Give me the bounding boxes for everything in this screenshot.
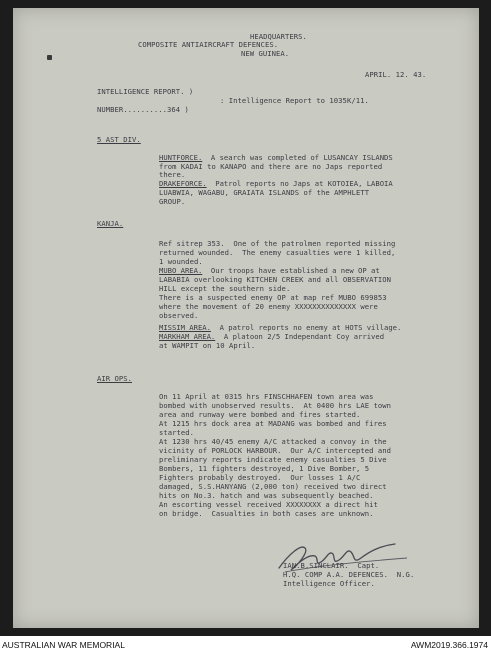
air-ops-line: area and runway were bombed and fires started. [159, 410, 361, 419]
footer-institution: AUSTRALIAN WAR MEMORIAL [2, 640, 125, 650]
huntforce-text-1: A search was completed of LUSANCAY ISLANDS [202, 153, 393, 162]
kanja-heading: KANJA. [97, 219, 124, 228]
drakeforce-line-2: LUABWIA, WAGABU, GRAIATA ISLANDS of the AMPHLETT [159, 188, 370, 197]
report-label: INTELLIGENCE REPORT. ) [97, 87, 194, 96]
air-ops-heading: AIR OPS. [97, 374, 133, 383]
footer-accession-number: AWM2019.366.1974 [410, 640, 488, 650]
mubo-line: HILL except the southern side. [159, 284, 291, 293]
kanja-line: returned wounded. The enemy casualties were 1 killed, [159, 248, 396, 257]
air-ops-line: damaged, S.S.HANYANG (2,000 ton) received two direct [159, 482, 387, 491]
air-ops-line: bombed with unobserved results. At 0400 hrs LAE town [159, 401, 391, 410]
air-ops-line: At 1230 hrs 40/45 enemy A/C attacked a convoy in the [159, 437, 387, 446]
document-page [13, 8, 479, 628]
mubo-line: LABABIA overlooking KITCHEN CREEK and all OBSERVATION [159, 275, 391, 284]
markham-line-2: at WAMPIT on 10 April. [159, 341, 256, 350]
huntforce-line-3: there. [159, 170, 186, 179]
huntforce-label: HUNTFORCE. [159, 153, 203, 162]
air-ops-line: At 1215 hrs dock area at MADANG was bombed and fires [159, 419, 387, 428]
air-ops-line: vicinity of PORLOCK HARBOUR. Our A/C intercepted and [159, 446, 391, 455]
punch-hole [47, 55, 52, 60]
missim-label: MISSIM AREA. [159, 323, 211, 332]
signoff-name: IAN.B.SINCLAIR. Capt. [283, 561, 380, 570]
header-line-2: COMPOSITE ANTIAIRCRAFT DEFENCES. [138, 40, 279, 49]
air-ops-line: Bombers, 11 fighters destroyed, 1 Dive Bomber, 5 [159, 464, 370, 473]
air-ops-line: Fighters probably destroyed. Our losses 1 A/C [159, 473, 361, 482]
air-ops-line: An escorting vessel received XXXXXXXX a direct hit [159, 500, 378, 509]
header-line-1: HEADQUARTERS. [250, 32, 307, 41]
missim-text: A patrol reports no enemy at HOTS village. [210, 323, 402, 332]
air-ops-line: on bridge. Casualties in both cases are unknown. [159, 509, 374, 518]
markham-label: MARKHAM AREA. [159, 332, 216, 341]
signoff-unit: H.Q. COMP A.A. DEFENCES. N.G. [283, 570, 415, 579]
mubo-label: MUBO AREA. [159, 266, 203, 275]
huntforce-line-2: from KADAI to KANAPO and there are no Japs reported [159, 162, 383, 171]
number-label: NUMBER..........364 ) [97, 105, 189, 114]
air-ops-line: hits on No.3. hatch and was subsequently beached. [159, 491, 374, 500]
division-heading: 5 AST DIV. [97, 135, 141, 144]
header-line-3: NEW GUINEA. [241, 49, 290, 58]
report-date: APRIL. 12. 43. [365, 70, 427, 79]
signoff-role: Intelligence Officer. [283, 579, 375, 588]
mubo-line: where the movement of 20 enemy XXXXXXXXXXXXXX were [159, 302, 378, 311]
drakeforce-label: DRAKEFORCE. [159, 179, 207, 188]
mubo-line: observed. [159, 311, 199, 320]
air-ops-line: On 11 April at 0315 hrs FINSCHHAFEN town area was [159, 392, 374, 401]
archive-footer [0, 636, 491, 653]
air-ops-line: started. [159, 428, 195, 437]
air-ops-line: preliminary reports indicate enemy casualties 5 Dive [159, 455, 387, 464]
drakeforce-line-3: GROUP. [159, 197, 186, 206]
report-to: : Intelligence Report to 1035K/11. [220, 96, 369, 105]
drakeforce-text-1: Patrol reports no Japs at KOTOIEA, LABOIA [206, 179, 393, 188]
mubo-line: There is a suspected enemy OP at map ref MUBO 699853 [159, 293, 387, 302]
kanja-line: 1 wounded. [159, 257, 203, 266]
kanja-line: Ref sitrep 353. One of the patrolmen reported missing [159, 239, 396, 248]
markham-text: A platoon 2/5 Independant Coy arrived [215, 332, 385, 341]
mubo-text-1: Our troops have established a new OP at [202, 266, 380, 275]
